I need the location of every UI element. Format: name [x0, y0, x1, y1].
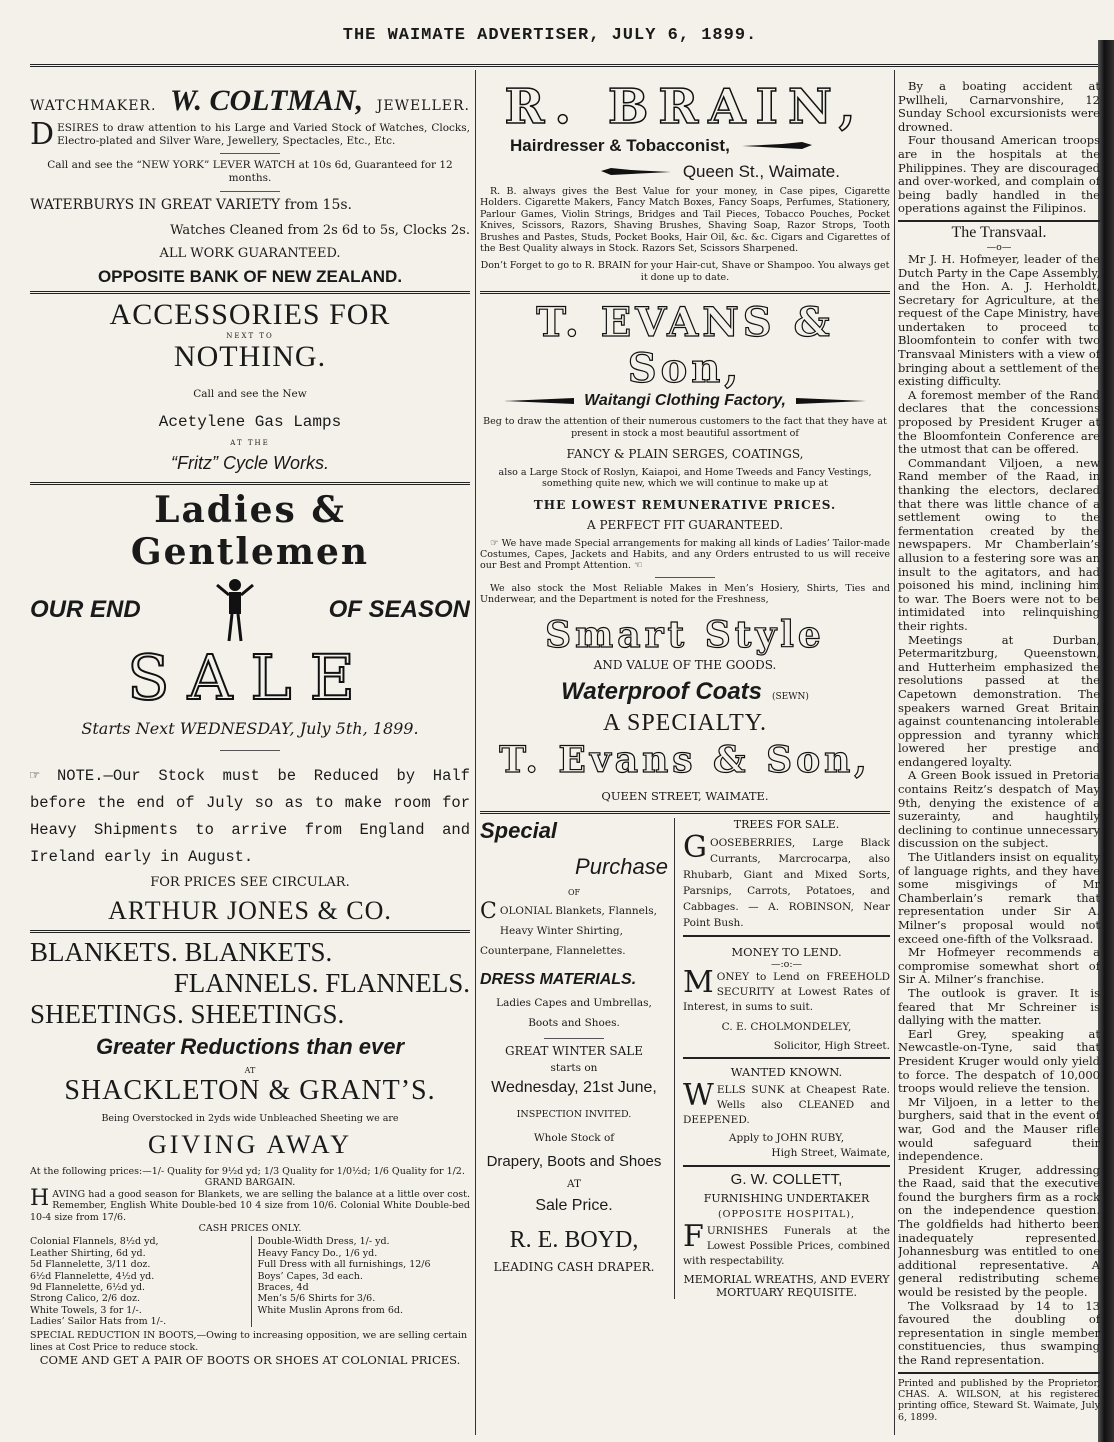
coltman-desires: ESIRES to draw attention to his Large and Varied Stock of Watches, Clocks, Electro-plated and Silver Ware, Jewellery, Spectacles, Etc., Etc.	[57, 122, 470, 148]
fritz-next-to: NEXT TO	[226, 331, 274, 340]
boyd-name: R. E. BOYD,	[509, 1227, 639, 1254]
evans-name: T. EVANS & Son,	[536, 299, 834, 393]
news-paragraph: President Kruger, addressing the Raad, said that the executive found the burghers firm as a rock on the independence question. The goldfields had hitherto been inadequately represented. Johannesburg was entitled to one additional representative. A general redistributing scheme would be resisted by the people.	[898, 1162, 1100, 1300]
rule	[544, 1038, 604, 1039]
coltman-left-label: WATCHMAKER.	[30, 98, 157, 114]
price-item: 5d Flannelette, 3/11 doz.	[30, 1259, 151, 1271]
news-paragraph: Mr J. H. Hofmeyer, leader of the Dutch Party in the Cape Assembly, and the Hon. A. J. Herholdt, Secretary for Agriculture, at the request of the Cape Ministry, have undertaken to proceed to Bloomfontein to confer with two Transvaal Ministers with a view of bringing about a settlement of the existing difficulty.	[898, 251, 1100, 389]
price-item: Strong Calico, 2/6 doz.	[30, 1293, 141, 1305]
boyd-leading: LEADING CASH DRAPER.	[493, 1260, 655, 1275]
price-item: Full Dress with all furnishings, 12/6	[257, 1259, 431, 1271]
evans-sewn: (SEWN)	[772, 691, 809, 702]
price-item: 9d Flannelette, 6½d yd.	[30, 1281, 146, 1293]
fritz-at-the: AT THE	[230, 438, 270, 447]
jones-starts: Starts Next WEDNESDAY, July 5th, 1899.	[81, 718, 419, 738]
rule	[220, 153, 280, 154]
jones-sale: SALE	[127, 640, 373, 714]
drop-cap-w: W	[683, 1078, 714, 1114]
news-paragraph: The Uitlanders insist on equality of language rights, and they have some misgivings of Mr Chamberlain’s remark that representation under Sir A. Milner’s proposal would not exceed one-fifth of the Volksraad.	[898, 850, 1100, 946]
evans-special: ☞ We have made Special arrangements for making all kinds of Ladies’ Tailor-made Costumes, Capes, Jackets and Habits, and any Orders entrusted to us will receive our Best and Prompt Attention. ☜	[480, 537, 890, 572]
rule	[30, 930, 470, 933]
brain-ad	[480, 80, 890, 283]
shackleton-come: COME AND GET A PAIR OF BOOTS OR SHOES AT COLONIAL PRICES.	[39, 1353, 461, 1368]
coltman-waterburys: WATERBURYS IN GREAT VARIETY from 15s.	[30, 196, 352, 213]
news-column	[898, 80, 1100, 1440]
column-1	[30, 80, 470, 1440]
rule	[898, 1372, 1100, 1374]
news-paragraph: A Green Book issued in Pretoria contains Reitz’s despatch of May 9th, denying the existence of a suzerainty, and haughtily declining to continue unnecessary discussion on the subject.	[898, 768, 1100, 851]
boyd-colonial: OLONIAL Blankets, Flannels, Heavy Winter Shirting, Counterpane, Flannelettes.	[480, 904, 657, 957]
drop-cap-c: C	[480, 898, 497, 924]
price-item: Double-Width Dress, 1/- yd.	[257, 1236, 390, 1248]
wanted-apply: Apply to JOHN RUBY,	[728, 1132, 845, 1145]
coltman-right-label: JEWELLER.	[376, 98, 470, 114]
evans-street: QUEEN STREET, WAIMATE.	[601, 788, 769, 803]
coltman-guaranteed: ALL WORK GUARANTEED.	[159, 245, 341, 261]
jones-note: ☞ NOTE.—Our Stock must be Reduced by Half before the end of July so as to make room for Heavy Shipments to arrive from England and Ireland early in August.	[30, 766, 470, 866]
evans-specialty: A SPECIALTY.	[602, 709, 768, 736]
rule	[220, 191, 280, 192]
news-heading: The Transvaal.	[951, 223, 1047, 241]
boyd-capes: Ladies Capes and Umbrellas, Boots and Shoes.	[496, 996, 652, 1029]
drop-cap-f: F	[683, 1218, 704, 1254]
evans-lowest: THE LOWEST REMUNERATIVE PRICES.	[533, 497, 837, 512]
boyd-inspection: INSPECTION INVITED.	[516, 1108, 632, 1120]
price-item: Ladies’ Sailor Hats from 1/-.	[30, 1316, 167, 1328]
boyd-purchase: Purchase	[575, 853, 668, 879]
brain-name: R. BRAIN,	[504, 80, 866, 135]
boyd-drapery: Drapery, Boots and Shoes	[486, 1153, 662, 1171]
price-item: Leather Shirting, 6d yd.	[30, 1247, 146, 1259]
jones-ad	[30, 489, 470, 926]
column-divider-1	[475, 70, 476, 1435]
rule	[220, 750, 280, 751]
ornament-left-icon	[504, 396, 574, 406]
news-paragraph: Commandant Viljoen, a new Rand member of the Raad, in thanking the electors, declared that there was little chance of a settlement owing to the fermentation created by the newspapers. Mr Chamberlain’s allusion to a festering sore was an insult to the agitators, and had poisoned his mind, inclining him to war. The Boers were not to be intimidated into relinquishing their rights.	[898, 455, 1100, 633]
shackleton-greater: Greater Reductions than ever	[95, 1033, 405, 1059]
evans-name-2: T. Evans & Son,	[499, 738, 871, 781]
evans-beg: Beg to draw the attention of their numerous customers to the fact that they have at present in stock a most beautiful assortment of	[483, 416, 887, 439]
drop-cap-h: H	[30, 1185, 50, 1211]
gentleman-figure-icon	[215, 577, 255, 643]
money-body: ONEY to Lend on FREEHOLD SECURITY at Lowest Rates of Interest, in sums to suit.	[683, 971, 890, 1014]
coltman-opposite: OPPOSITE BANK OF NEW ZEALAND.	[97, 266, 403, 286]
price-item: Braces, 4d	[257, 1281, 309, 1293]
news-paragraph: Four thousand American troops are in the hospitals at the Philippines. They are discouraged and over-worked, and complain of being badly handled in the operations against the Filipinos.	[898, 133, 1100, 216]
price-item: Boys’ Capes, 3d each.	[257, 1270, 363, 1282]
fritz-works: “Fritz” Cycle Works.	[171, 452, 329, 473]
collett-wreaths: MEMORIAL WREATHS, AND EVERY MORTUARY REQUISITE.	[683, 1272, 890, 1299]
news-paragraph: The Volksraad by 14 to 13 favoured the doubling of representation in single member constituencies, thus swamping the Rand representation.	[898, 1298, 1100, 1368]
jones-our-end: OUR END	[30, 595, 141, 623]
news-paragraph: Mr Hofmeyer recommends a compromise somewhat short of Sir A. Milner’s franchise.	[898, 945, 1100, 987]
fritz-ad	[30, 298, 470, 474]
coltman-call: Call and see the “NEW YORK” LEVER WATCH at 10s 6d, Guaranteed for 12 months.	[47, 159, 453, 185]
evans-fit: A PERFECT FIT GUARANTEED.	[586, 517, 784, 532]
shackleton-bargain: GRAND BARGAIN.	[204, 1177, 296, 1189]
shackleton-line-3: SHEETINGS. SHEETINGS.	[30, 998, 345, 1029]
shackleton-giving: GIVING AWAY	[147, 1130, 352, 1160]
news-paragraph: Earl Grey, speaking at Newcastle-on-Tyne, said that President Kruger would only yield to force. The despatch of 10,000 troops would relieve the tension.	[898, 1026, 1100, 1096]
boyd-at: AT	[566, 1178, 581, 1191]
shackleton-line-1: BLANKETS. BLANKETS.	[30, 936, 333, 967]
jones-of-season: OF SEASON	[328, 595, 470, 623]
price-item: 6½d Flannelette, 4½d yd.	[30, 1270, 155, 1282]
collett-opposite: (OPPOSITE HOSPITAL),	[717, 1208, 856, 1220]
drop-cap-m: M	[683, 965, 714, 1001]
boyd-dress: DRESS MATERIALS.	[480, 970, 637, 988]
fritz-line-2: NOTHING.	[173, 339, 327, 373]
news-paragraph: The outlook is graver. It is feared that Mr Schreiner is dallying with the matter.	[898, 985, 1100, 1028]
rule	[30, 291, 470, 294]
coltman-cleaned: Watches Cleaned from 2s 6d to 5s, Clocks 2s.	[170, 222, 470, 238]
trees-body: OOSEBERRIES, Large Black Currants, Marcrocarpa, also Rhubarb, Giant and Mixed Sorts, Parsnips, Carrots, Potatoes, and Cabbages. — A. ROBINSON, Near Point Bush.	[683, 836, 890, 929]
shackleton-prices: At the following prices:—1/- Quality for 9½d yd; 1/3 Quality for 1/0½d; 1/6 Quality for 1/2.	[30, 1166, 465, 1178]
pipe-ornament-icon	[601, 167, 671, 177]
money-role: Solicitor, High Street.	[773, 1040, 890, 1053]
fritz-line-1: ACCESSORIES FOR	[109, 297, 391, 331]
jones-firm: ARTHUR JONES & CO.	[108, 895, 392, 925]
boyd-of: OF	[567, 887, 581, 897]
classifieds	[683, 818, 890, 1299]
rule	[480, 811, 890, 814]
evans-stock: We also stock the Most Reliable Makes in Men’s Hosiery, Shirts, Ties and Underwear, and the Department is noted for the Freshness,	[480, 582, 890, 606]
rule	[655, 577, 715, 578]
price-item: Men’s 5/6 Shirts for 3/6.	[257, 1293, 376, 1305]
shackleton-line-2: FLANNELS. FLANNELS.	[173, 967, 470, 998]
rule	[30, 482, 470, 485]
collett-trade: FURNISHING UNDERTAKER	[703, 1191, 870, 1205]
shackleton-at: AT	[244, 1065, 256, 1075]
news-paragraph: By a boating accident at Pwllheli, Carnarvonshire, 12 Sunday School excursionists were drowned.	[898, 80, 1100, 134]
shackleton-boots: SPECIAL REDUCTION IN BOOTS,—Owing to increasing opposition, we are selling certain lines at Cost Price to reduce stock.	[30, 1330, 468, 1353]
brain-dont: Don’t Forget to go to R. BRAIN for your Hair-cut, Shave or Shampoo. You always get it done up to date.	[480, 260, 890, 283]
boyd-special: Special	[480, 817, 558, 843]
evans-serges: FANCY & PLAIN SERGES, COATINGS,	[566, 446, 804, 461]
news-paragraph: Mr Viljoen, in a letter to the burghers, said that in the event of war, God and the Mauser rifle would safeguard their independence.	[898, 1094, 1100, 1164]
rule	[683, 935, 890, 937]
news-ornament: —o—	[986, 241, 1012, 253]
price-item: Heavy Fancy Do., 1/6 yd.	[257, 1247, 378, 1259]
boyd-starts: starts on	[550, 1061, 598, 1074]
jones-prices: FOR PRICES SEE CIRCULAR.	[150, 874, 350, 890]
brain-body: R. B. always gives the Best Value for your money, in Case pipes, Cigarette Holders. Cigarette Makers, Fancy Match Boxes, Fancy Soaps, Perfumes, Stationery, Parlour Games, Violin Strings, Bridges and Tail Pieces, Tobacco Pouches, Pocket Knives, Scissors, Razors, Shaving Brushes, Shaving Soap, Razor Strops, Tooth Brushes and Pastes, Studs, Pocket Books, Hair Oil, &c. &c. Cigars and Cigarettes of the Best Quality always in Stock. Razors Set, Scissors Sharpened.	[480, 186, 890, 254]
evans-waterproof: Waterproof Coats	[561, 677, 762, 705]
coltman-name: W. COLTMAN,	[170, 84, 364, 117]
rule	[480, 291, 890, 294]
rule	[683, 1165, 890, 1167]
trees-title: TREES FOR SALE.	[733, 817, 840, 831]
boyd-winter: GREAT WINTER SALE	[504, 1043, 643, 1058]
boyd-price: Sale Price.	[535, 1197, 613, 1215]
wanted-addr: High Street, Waimate,	[771, 1147, 890, 1160]
brain-street: Queen St., Waimate.	[682, 162, 840, 181]
evans-value: AND VALUE OF THE GOODS.	[593, 657, 777, 672]
boyd-date: Wednesday, 21st June,	[491, 1078, 657, 1096]
news-paragraph: A foremost member of the Rand declares that the concessions proposed by President Kruger at the Bloomfontein Conference are the utmost that can be offered.	[898, 387, 1100, 457]
price-item: White Towels, 3 for 1/-.	[30, 1304, 142, 1316]
ornament-right-icon	[796, 396, 866, 406]
shackleton-having: AVING had a good season for Blankets, we are selling the balance at a little over cost. Remember, English White Double-bed 10 4 size from 10/6. Colonial White Double-bed 10-4 size from 17/6.	[30, 1188, 470, 1223]
money-separator: —:o:—	[770, 958, 803, 970]
money-name: C. E. CHOLMONDELEY,	[721, 1021, 852, 1034]
column-2	[480, 80, 890, 1440]
masthead-title: THE WAIMATE ADVERTISER, JULY 6, 1899.	[342, 26, 758, 45]
shackleton-list-left	[30, 1236, 243, 1327]
imprint: Printed and published by the Proprietor, CHAS. A. WILSON, at his registered printing office, Steward St. Waimate, July 6, 1899.	[898, 1377, 1100, 1423]
rule	[683, 1057, 890, 1059]
collett-name: G. W. COLLETT,	[730, 1170, 843, 1188]
coltman-ad	[30, 84, 470, 287]
drop-cap-d: D	[30, 117, 55, 152]
shackleton-firm: SHACKLETON & GRANT’S.	[64, 1074, 436, 1106]
jones-headline: Ladies & Gentlemen	[130, 488, 370, 573]
collett-body: URNISHES Funerals at the Lowest Possible Prices, combined with respectability.	[683, 1224, 890, 1267]
boyd-ad	[480, 818, 675, 1299]
shackleton-overstocked: Being Overstocked in 2yds wide Unbleached Sheeting we are	[101, 1112, 399, 1124]
shackleton-list-right	[251, 1236, 471, 1327]
page-edge-shadow	[1098, 40, 1114, 1442]
price-item: Colonial Flannels, 8½d yd,	[30, 1236, 159, 1248]
evans-smart: Smart Style	[545, 613, 825, 656]
fritz-lamps: Acetylene Gas Lamps	[158, 412, 342, 431]
shackleton-ad	[30, 937, 470, 1368]
wanted-body: ELLS SUNK at Cheapest Rate. Wells also CLEANED and DEEPENED.	[683, 1084, 890, 1127]
rule	[898, 220, 1100, 222]
boyd-whole: Whole Stock of	[533, 1132, 615, 1145]
money-title: MONEY TO LEND.	[731, 944, 842, 959]
price-item: White Muslin Aprons from 6d.	[257, 1304, 403, 1316]
column-divider-2	[894, 70, 895, 1435]
evans-also: also a Large Stock of Roslyn, Kaiapoi, and Home Tweeds and Fancy Vestings, something quite new, which we will continue to make up at	[498, 466, 872, 490]
shackleton-cash: CASH PRICES ONLY.	[198, 1222, 302, 1234]
drop-cap-g: G	[683, 829, 707, 865]
pipe-ornament-icon	[742, 141, 812, 151]
masthead-rule	[30, 64, 1100, 67]
news-paragraph: Meetings at Durban, Petermaritzburg, Queenstown, and Hutterheim emphasized the resolutions passed at the Capetown demonstration. The speakers warned Great Britain against countenancing intolerable oppression and tyranny which lowered her prestige and endangered loyalty.	[898, 632, 1100, 769]
fritz-call: Call and see the New	[193, 387, 307, 400]
wanted-title: WANTED KNOWN.	[730, 1065, 843, 1080]
evans-ad	[480, 300, 890, 803]
brain-trade: Hairdresser & Tobacconist,	[510, 136, 730, 155]
evans-factory: Waitangi Clothing Factory,	[584, 392, 786, 410]
